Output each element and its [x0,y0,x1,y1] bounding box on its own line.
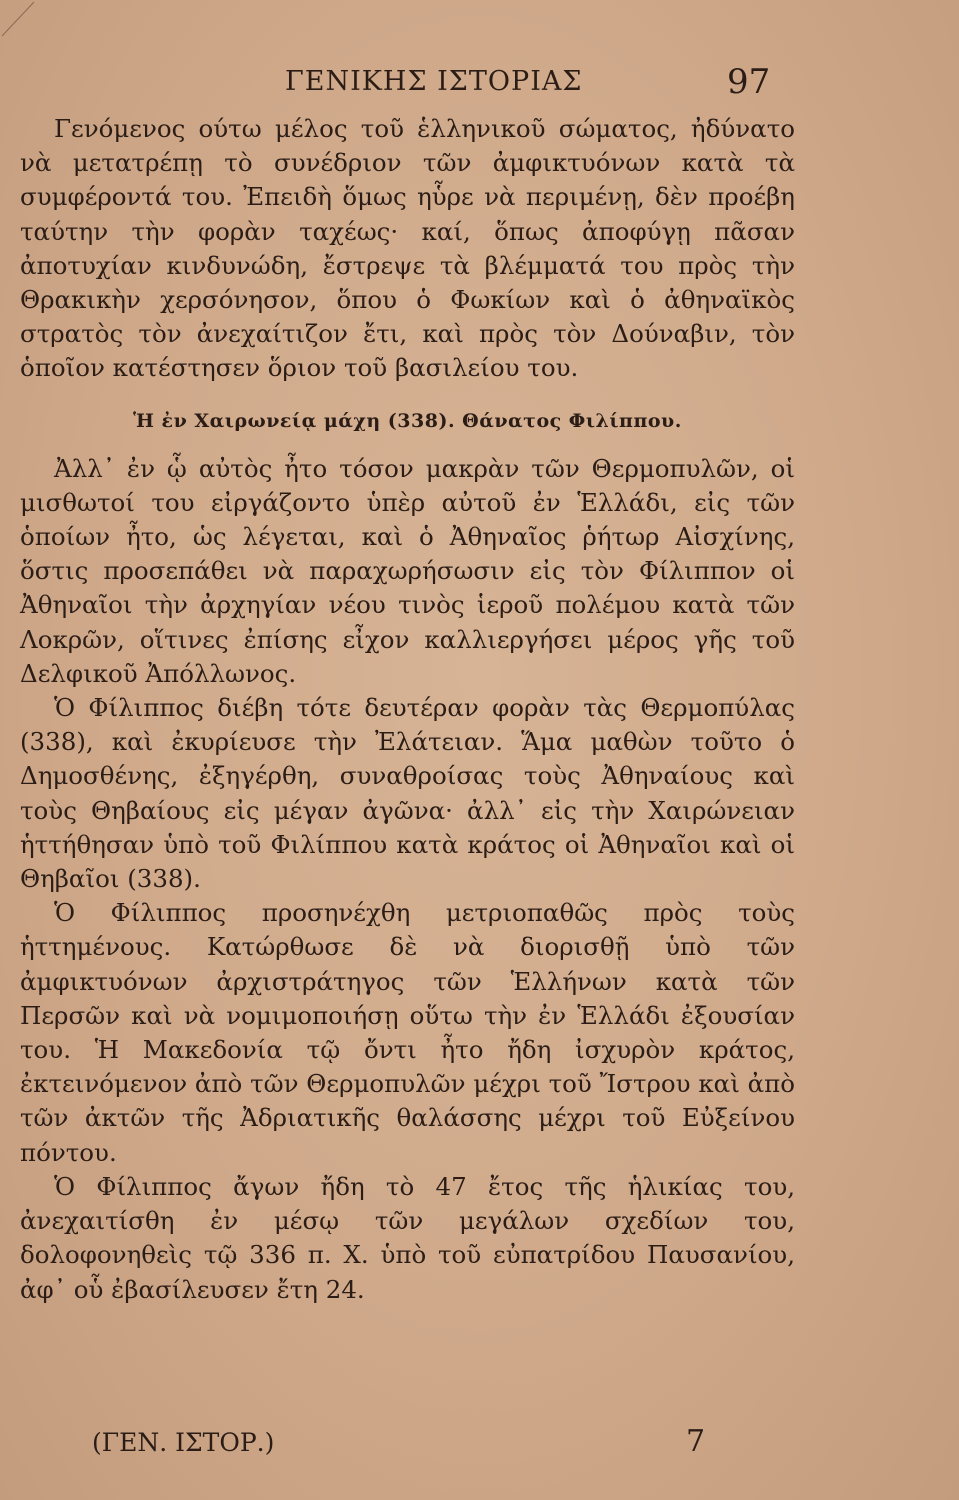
paragraph: Ὁ Φίλιππος ἄγων ἤδη τὸ 47 ἔτος τῆς ἡλικίας του, ἀνεχαιτίσθη ἐν μέσῳ τῶν μεγάλων σχεδίων του, δολοφονηθεὶς τῷ 336 π. Χ. ὑπὸ τοῦ εὐπατρίδου Παυσανίου, ἀφ᾽ οὗ ἐβασίλευσεν ἔτη 24. [20,1171,795,1304]
page-body [20,112,795,1307]
signature-mark: (ΓΕΝ. ΙΣΤΟΡ.) [92,1428,275,1457]
page-header [0,62,959,102]
paragraph: Ὁ Φίλιππος διέβη τότε δευτέραν φορὰν τὰς Θερμοπύλας (338), καὶ ἐκυρίευσε τὴν Ἐλάτειαν. Ἅμα μαθὼν τοῦτο ὁ Δημοσθένης, ἐξηγέρθη, συναθροίσας τοὺς Ἀθηναίους καὶ τοὺς Θηβαίους εἰς μέγαν ἀγῶνα· ἀλλ᾽ εἰς τὴν Χαιρώνειαν ἡττήθησαν ὑπὸ τοῦ Φιλίππου κατὰ κράτος οἱ Ἀθηναῖοι καὶ οἱ Θηβαῖοι (338). [20,693,795,894]
paragraph: Ἀλλ᾽ ἐν ᾧ αὐτὸς ἦτο τόσον μακρὰν τῶν Θερμοπυλῶν, οἱ μισθωτοί του εἰργάζοντο ὑπὲρ αὐτοῦ ἐν Ἑλλάδι, εἰς τῶν ὁποίων ἦτο, ὡς λέγεται, καὶ ὁ Ἀθηναῖος ῥήτωρ Αἰσχίνης, ὅστις προσεπάθει νὰ παραχωρήσωσιν εἰς τὸν Φίλιππον οἱ Ἀθηναῖοι τὴν ἀρχηγίαν νέου τινὸς ἱεροῦ πολέμου κατὰ τῶν Λοκρῶν, οἵτινες ἐπίσης εἶχον καλλιεργήσει μέρος γῆς τοῦ Δελφικοῦ Ἀπόλλωνος. [20,453,795,688]
page-footer [0,1424,959,1468]
pencil-mark-icon [0,0,40,40]
page-number: 97 [727,62,771,102]
paragraph: Ὁ Φίλιππος προσηνέχθη μετριοπαθῶς πρὸς τοὺς ἡττημένους. Κατώρθωσε δὲ νὰ διορισθῇ ὑπὸ τῶν ἀμφικτυόνων ἀρχιστράτηγος τῶν Ἑλλήνων κατὰ τῶν Περσῶν καὶ νὰ νομιμοποιήσῃ οὕτω τὴν ἐν Ἑλλάδι ἐξουσίαν του. Ἡ Μακεδονία τῷ ὄντι ἦτο ἤδη ἰσχυρὸν κράτος, ἐκτεινόμενον ἀπὸ τῶν Θερμοπυλῶν μέχρι τοῦ Ἴστρου καὶ ἀπὸ τῶν ἀκτῶν τῆς Ἀδριατικῆς θαλάσσης μέχρι τοῦ Εὐξείνου πόντου. [20,898,795,1167]
sheet-number: 7 [686,1424,706,1459]
section-heading: Ἡ ἐν Χαιρωνείᾳ μάχη (338). Θάνατος Φιλίππου. [133,409,682,432]
running-title: ΓΕΝΙΚΗΣ ΙΣΤΟΡΙΑΣ [285,66,583,97]
paragraph: Γενόμενος ούτω μέλος τοῦ ἑλληνικοῦ σώματος, ἠδύνατο νὰ μετατρέπῃ τὸ συνέδριον τῶν ἀμφικτυόνων κατὰ τὰ συμφέροντά του. Ἐπειδὴ ὅμως ηὗρε νὰ περιμένῃ, δὲν προέβη ταύτην τὴν φορὰν ταχέως· καί, ὅπως ἀποφύγῃ πᾶσαν ἀποτυχίαν κινδυνώδη, ἔστρεψε τὰ βλέμματά του πρὸς τὴν Θρακικὴν χερσόνησον, ὅπου ὁ Φωκίων καὶ ὁ ἀθηναϊκὸς στρατὸς τὸν ἀνεχαίτιζον ἔτι, καὶ πρὸς τὸν Δούναβιν, τὸν ὁποῖον κατέστησεν ὅριον τοῦ βασιλείου του. [20,114,795,383]
